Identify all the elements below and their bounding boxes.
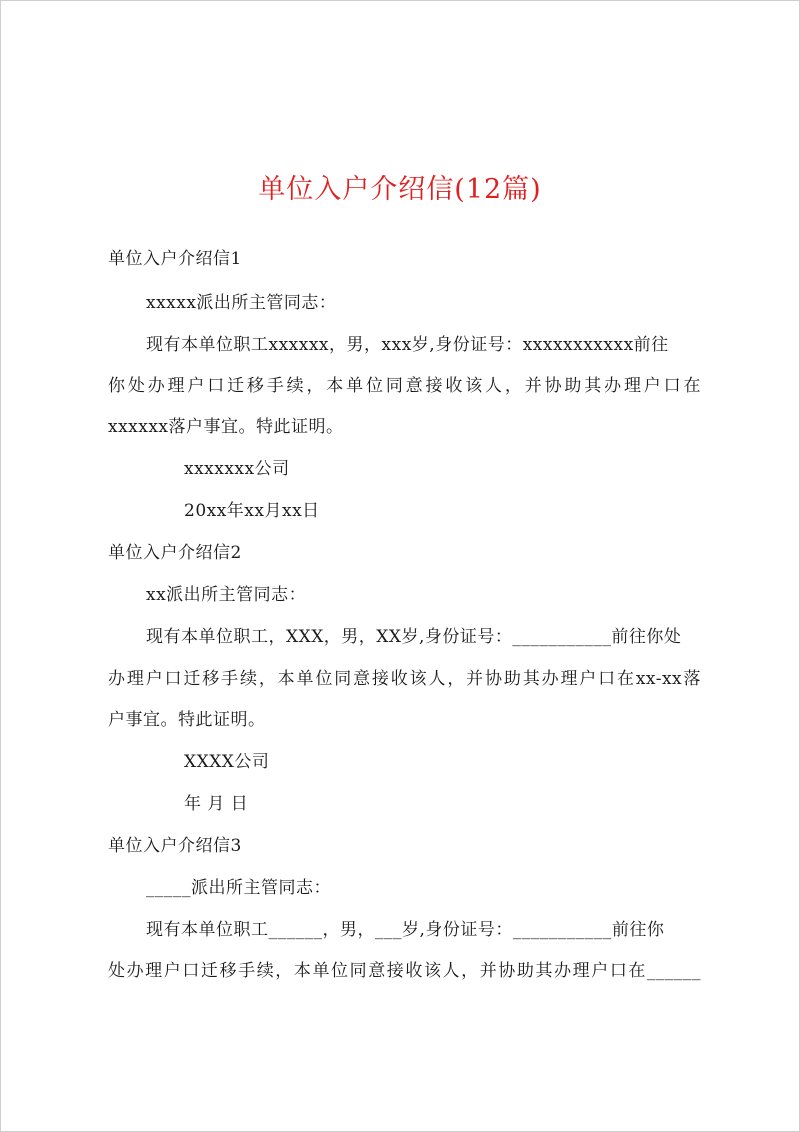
letter-3-heading: 单位入户介绍信3	[108, 836, 242, 856]
letter-1-body-line-2: 你处办理户口迁移手续，本单位同意接收该人，并协助其办理户口在	[108, 376, 701, 396]
letter-3-salutation: _____派出所主管同志：	[146, 878, 331, 898]
letter-2-date: 年 月 日	[184, 794, 249, 814]
letter-2-body-line-1: 现有本单位职工，XXX，男，XX岁,身份证号：___________前往你处	[146, 627, 682, 647]
letter-1-heading: 单位入户介绍信1	[108, 249, 242, 269]
letter-1-date: 20xx年xx月xx日	[184, 501, 320, 521]
letter-2-body-line-3: 户事宜。特此证明。	[108, 710, 266, 730]
letter-1-signature: xxxxxxx公司	[184, 459, 290, 479]
letter-2-heading: 单位入户介绍信2	[108, 543, 242, 563]
letter-3-body-line-2: 处办理户口迁移手续，本单位同意接收该人，并协助其办理户口在______	[108, 961, 701, 981]
letter-1-body-line-3: xxxxxx落户事宜。特此证明。	[108, 417, 344, 437]
letter-1-salutation: xxxxx派出所主管同志：	[146, 293, 337, 313]
document-title: 单位入户介绍信(12篇)	[258, 174, 542, 205]
letter-2-salutation: xx派出所主管同志：	[146, 585, 307, 605]
letter-3-body-line-1: 现有本单位职工______，男，___岁,身份证号：___________前往你	[146, 920, 665, 940]
letter-2-body-line-2: 办理户口迁移手续，本单位同意接收该人，并协助其办理户口在xx-xx落	[108, 669, 701, 689]
letter-2-signature: XXXX公司	[184, 752, 270, 772]
letter-1-body-line-1: 现有本单位职工xxxxxx，男，xxx岁,身份证号：xxxxxxxxxxx前往	[146, 335, 669, 355]
